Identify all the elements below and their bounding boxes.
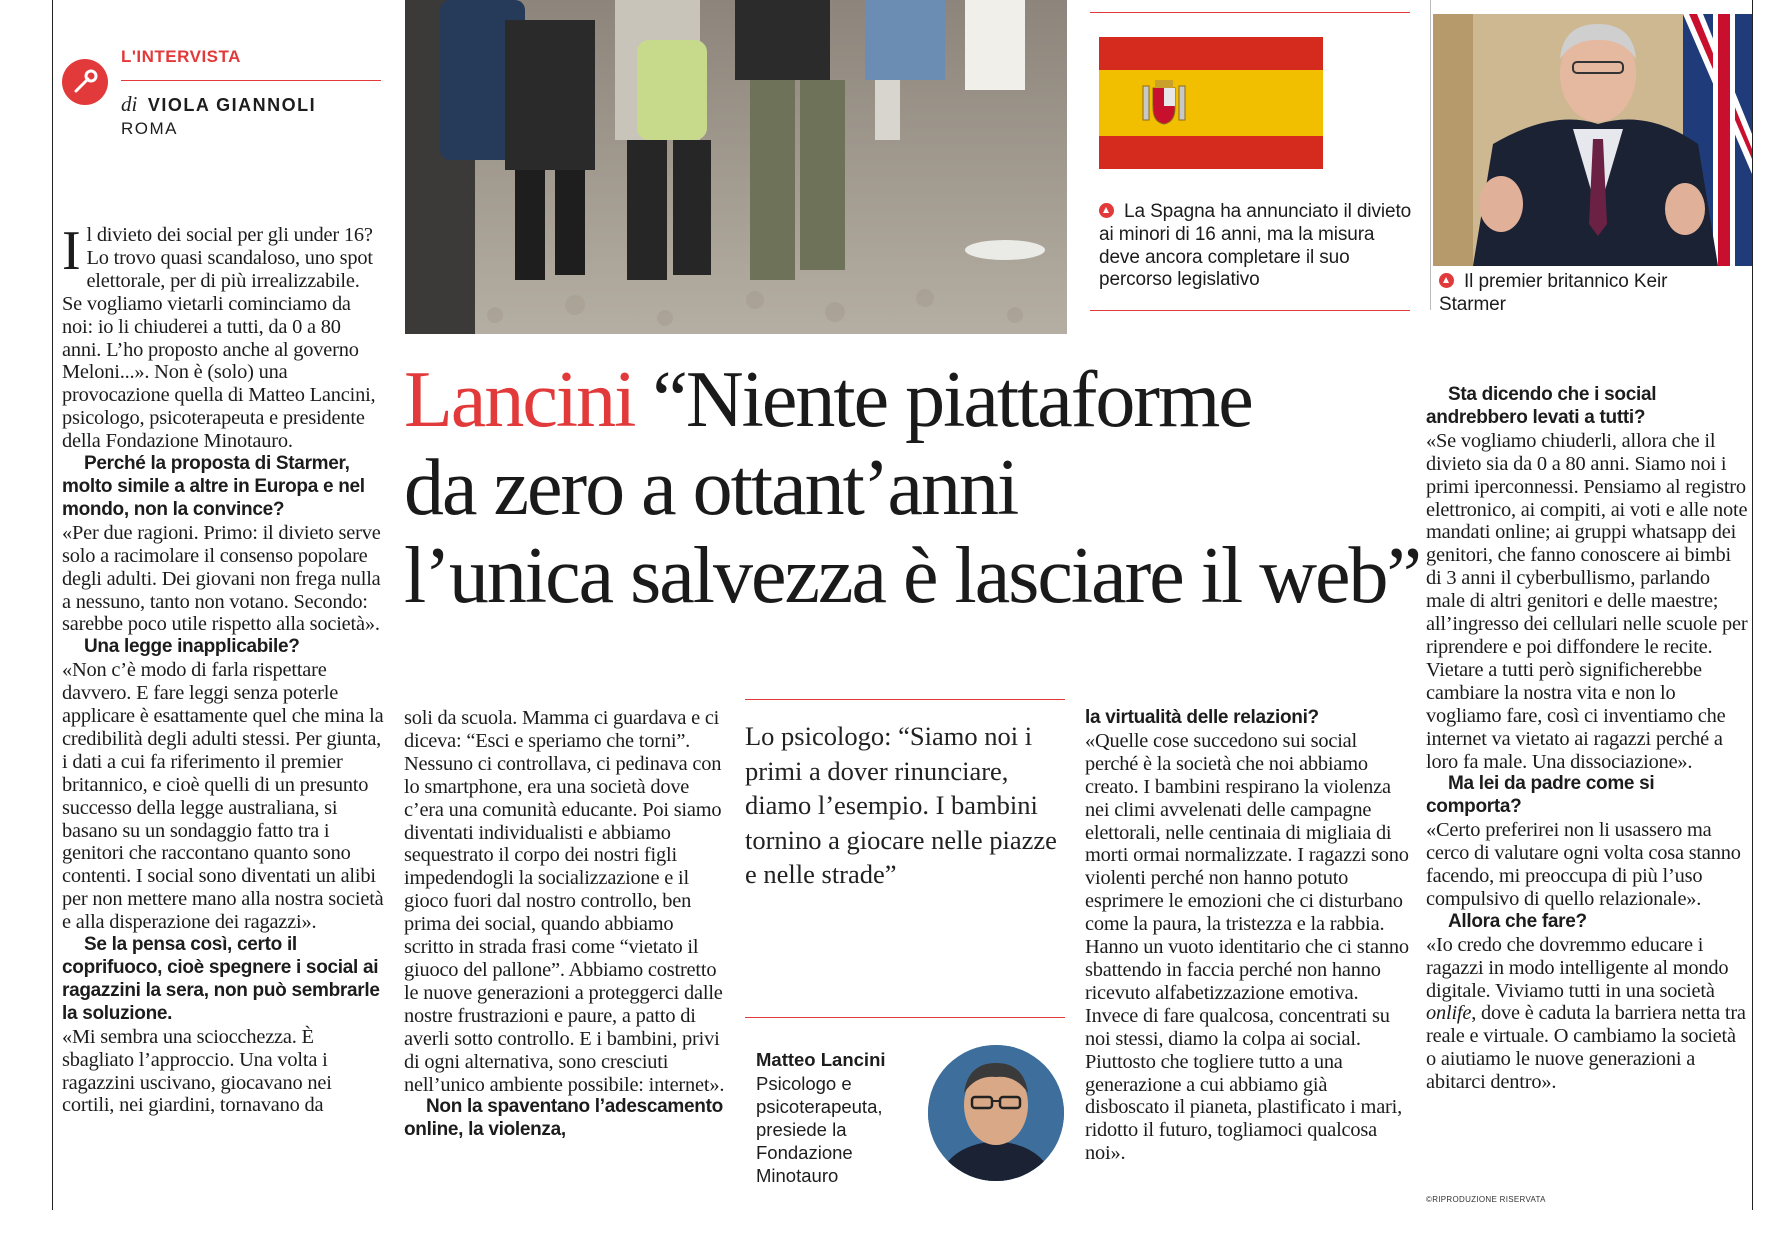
answer-3-continued: soli da scuola. Mamma ci guardava e ci diceva: “Esci e speriamo che torni”. Nessuno ci controllava, ci pedinava con lo smartphone, era una società dove c’era una comunità educante. Poi siamo diventati individualisti e abbiamo sequestrato il corpo dei nostri figli impedendogli la socializzazione e il gioco fuori dal nostro controllo, ben prima dei social, quando abbiamo scritto in strada frasi come “vietato il giuoco del pallone”. Abbiamo costretto le nuove generazioni a proteggerci dalle nostre frustrazioni e paure, a patto di averli sotto controllo. E i bambini, privi di ogni alternativa, sono cresciuti nell’unico ambiente possibile: internet».	[404, 707, 725, 1096]
intro-paragraph: Il divieto dei social per gli under 16? Lo trovo quasi scandaloso, uno spot elettorale, per di più irrealizzabile. Se vogliamo vietarli cominciamo da noi: io li chiuderei a tutti, da 0 a 80 anni. L’ho proposto anche al governo Meloni...». Non è (solo) una provocazione quella di Matteo Lancini, psicologo, psicoterapeuta e presidente della Fondazione Minotauro.	[62, 220, 376, 453]
byline	[121, 92, 316, 117]
section-underline	[121, 80, 381, 81]
byline-author: VIOLA GIANNOLI	[147, 95, 317, 115]
teenagers-photo	[405, 0, 1067, 334]
pull-quote-top-rule	[745, 699, 1065, 700]
question-4-continued: la virtualità delle relazioni?	[1085, 707, 1319, 728]
starmer-caption	[1439, 271, 1739, 317]
section-label: L'INTERVISTA	[121, 47, 241, 66]
answer-6: «Certo preferirei non li usassero ma cerco di valutare ogni volta cosa stanno facendo, mi preoccupa di più l’uso compulsivo di quello relazionale».	[1426, 819, 1741, 910]
byline-prefix: di	[121, 92, 138, 116]
column-4	[1426, 384, 1748, 1094]
question-5: Sta dicendo che i social andrebbero levati a tutti?	[1426, 384, 1657, 428]
column-3	[1085, 707, 1410, 1165]
profile-name: Matteo Lancini	[756, 1049, 886, 1070]
spain-flag	[1099, 37, 1323, 169]
profile-role: Psicologo e psicoterapeuta, presiede la Fondazione Minotauro	[756, 1073, 883, 1186]
column-rule	[1430, 0, 1431, 310]
answer-3: «Mi sembra una sciocchezza. È sbagliato l’approccio. Una volta i ragazzini uscivano, giocavano nei cortili, nei giardini, tornavano da	[62, 1025, 332, 1117]
question-2: Una legge inapplicabile?	[84, 636, 300, 658]
spain-bottom-rule	[1090, 310, 1410, 311]
profile-top-rule	[745, 1017, 1065, 1018]
headline	[404, 356, 1444, 620]
spain-caption	[1099, 201, 1419, 292]
answer-1: «Per due ragioni. Primo: il divieto serve solo a racimolare il consenso popolare degli adulti. Dei giovani non frega nulla a nessuno, tanto non votano. Secondo: sarebbe poco utile rispetto alla società».	[62, 521, 381, 636]
coat-of-arms-icon	[1141, 76, 1187, 130]
answer-5: «Se vogliamo chiuderli, allora che il divieto sia da 0 a 80 anni. Siamo noi i primi iperconnessi. Pensiamo al registro elettronico, ai compiti, ai voti e alle note mandati online; ai gruppi whatsapp dei genitori, che fanno conoscere ai bimbi di 3 anni il cyberbullismo, parlando male di altri genitori e delle maestre; all’ingresso dei cellulari nelle scuole per riprendere e poi diffondere le recite. Vietare a tutti però significherebbe cambiare la nostra vita e non lo vogliamo fare, così ci inventiamo che internet va vietato ai ragazzi perché a loro fa male. Una dissociazione».	[1426, 429, 1748, 773]
column-2	[404, 707, 726, 1142]
section-icon	[62, 59, 108, 105]
question-7: Allora che fare?	[1448, 910, 1587, 932]
dropcap: I	[62, 220, 81, 282]
question-6: Ma lei da padre come si comporta?	[1426, 773, 1655, 818]
right-page-rule	[1752, 0, 1753, 1210]
answer-4: «Quelle cose succedono sui social perché è la società che noi abbiamo creato. I bambini respirano la violenza nei climi avvelenati delle campagne elettorali, nelle centinaia di migliaia di morti ormai normalizzate. I ragazzi sono violenti perché non hanno potuto esprimere le emozioni che ci disturbano come la paura, la tristezza e la rabbia. Hanno un vuoto identitario che ci stanno sbattendo in faccia perché non hanno ricevuto alfabetizzazione emotiva. Invece di fare qualcosa, concentrati su noi stessi, diamo la colpa ai social. Piuttosto che togliere tutto a una generazione a cui abbiamo già disboscato il pianeta, plastificato i mari, ridotto il futuro, togliamoci qualcosa noi».	[1085, 729, 1409, 1165]
question-4: Non la spaventano l’adescamento online, la violenza,	[404, 1096, 723, 1141]
copyright: ©RIPRODUZIONE RISERVATA	[1426, 1195, 1546, 1204]
answer-2: «Non c’è modo di farla rispettare davvero. E fare leggi senza poterle applicare è esattamente quel che mina la credibilità degli adulti stessi. Per giunta, i dati a cui fa riferimento il premier britannico, e cioè quelli di un presunto successo della legge australiana, si basano su un sondaggio fatto tra i genitori che raccontano quanto sono contenti. I social sono diventati un alibi per non mettere mano alla nostra società e alla disperazione dei ragazzi».	[62, 659, 384, 934]
question-1: Perché la proposta di Starmer, molto simile a altre in Europa e nel mondo, non la convince?	[62, 453, 365, 520]
starmer-caption-text: Il premier britannico Keir Starmer	[1439, 271, 1668, 315]
column-1	[62, 220, 384, 1117]
byline-city: ROMA	[121, 119, 178, 138]
question-3: Se la pensa così, certo il coprifuoco, cioè spegnere i social ai ragazzini la sera, non può sembrarle la soluzione.	[62, 934, 380, 1024]
pull-quote: Lo psicologo: “Siamo noi i primi a dover rinunciare, diamo l’esempio. I bambini tornino a giocare nelle piazze e nelle strade”	[745, 721, 1057, 889]
headline-name: Lancini	[404, 356, 635, 444]
caption-arrow-icon	[1439, 273, 1454, 288]
starmer-photo	[1433, 14, 1752, 266]
headline-line2: da zero a ottant’anni	[404, 444, 1018, 532]
spain-caption-text: La Spagna ha annunciato il divieto ai minori di 16 anni, ma la misura deve ancora completare il suo percorso legislativo	[1099, 201, 1412, 291]
answer-7: «Io credo che dovremmo educare i ragazzi in modo intelligente al mondo digitale. Viviamo tutti in una società onlife, dove è caduta la barriera netta tra reale e virtuale. O cambiamo la società o aiutiamo le nuove generazioni a abitarci dentro».	[1426, 933, 1746, 1094]
spain-top-rule	[1090, 12, 1410, 13]
headline-line1: “Niente piattaforme	[652, 356, 1252, 444]
lancini-portrait	[928, 1045, 1064, 1181]
headline-line3: l’unica salvezza è lasciare il web”	[404, 532, 1421, 620]
caption-arrow-icon	[1099, 203, 1114, 218]
left-page-rule	[52, 0, 53, 1210]
